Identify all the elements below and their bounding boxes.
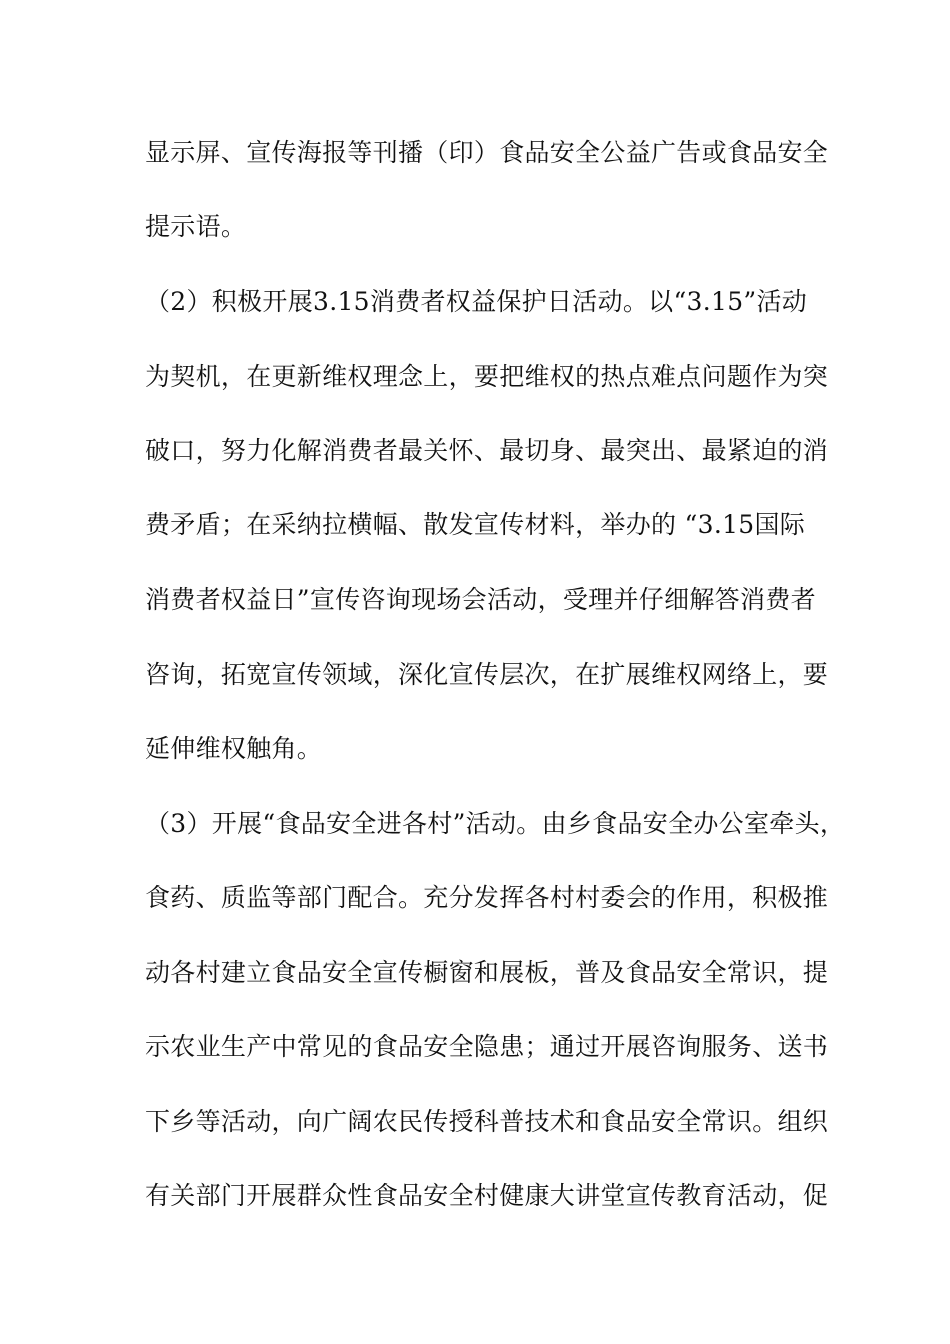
text-line: 咨询，拓宽宣传领域，深化宣传层次，在扩展维权网络上，要 [145, 660, 829, 689]
text-line: 消费者权益日”宣传咨询现场会活动，受理并仔细解答消费者 [145, 585, 816, 614]
text-line: 费矛盾；在采纳拉横幅、散发宣传材料，举办的 “3.15国际 [145, 510, 806, 539]
text-line: 为契机，在更新维权理念上，要把维权的热点难点问题作为突 [145, 362, 829, 391]
text-line: 示农业生产中常见的食品安全隐患；通过开展咨询服务、送书 [145, 1032, 829, 1061]
text-line: 下乡等活动，向广阔农民传授科普技术和食品安全常识。组织 [145, 1107, 829, 1136]
text-line: 提示语。 [145, 212, 247, 241]
text-line: 动各村建立食品安全宣传橱窗和展板，普及食品安全常识，提 [145, 958, 829, 987]
text-line: 延伸维权触角。 [145, 734, 323, 763]
text-line: （3）开展“食品安全进各村”活动。由乡食品安全办公室牵头， [145, 809, 846, 838]
text-line: 有关部门开展群众性食品安全村健康大讲堂宣传教育活动，促 [145, 1181, 829, 1210]
text-line: （2）积极开展3.15消费者权益保护日活动。以“3.15”活动 [145, 287, 808, 316]
text-line: 显示屏、宣传海报等刊播（印）食品安全公益广告或食品安全 [145, 138, 829, 167]
text-line: 破口，努力化解消费者最关怀、最切身、最突出、最紧迫的消 [145, 436, 829, 465]
text-line: 食药、质监等部门配合。充分发挥各村村委会的作用，积极推 [145, 883, 829, 912]
